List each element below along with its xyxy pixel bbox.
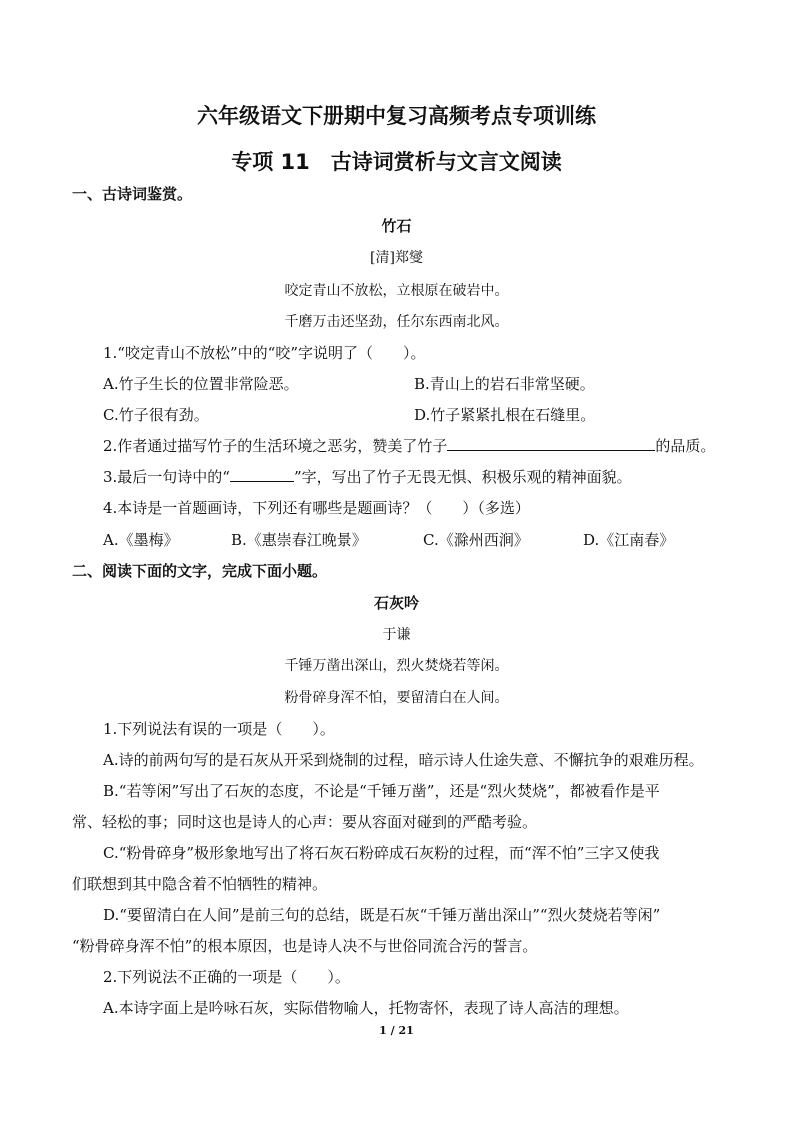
s2-q1-option-a: A.诗的前两句写的是石灰从开采到烧制的过程，暗示诗人仕途失意、不懈抗争的艰难历程。 xyxy=(103,751,704,769)
answer-blank[interactable] xyxy=(447,436,655,451)
s1-q2-text-post: 的品质。 xyxy=(655,437,716,455)
poem2-title: 石灰吟 xyxy=(373,594,419,612)
s1-question-1: 1.“咬定青山不放松”中的“咬”字说明了（ ）。 xyxy=(103,344,426,362)
section2-heading: 二、阅读下面的文字，完成下面小题。 xyxy=(72,562,328,580)
s2-q1-option-b-line2: 常、轻松的事；同时这也是诗人的心声：要从容面对碰到的严酷考验。 xyxy=(72,813,538,831)
s1-q4-option-c: C.《滁州西涧》 xyxy=(423,531,529,549)
poem2-line-1: 千锤万凿出深山，烈火焚烧若等闲。 xyxy=(284,658,509,674)
document-subtitle: 专项 11 古诗词赏析与文言文阅读 xyxy=(231,150,562,174)
poem1-line-1: 咬定青山不放松，立根原在破岩中。 xyxy=(284,283,509,299)
s2-q2-option-a: A.本诗字面上是吟咏石灰，实际借物喻人，托物寄怀，表现了诗人高洁的理想。 xyxy=(103,999,629,1017)
s1-q1-option-a: A.竹子生长的位置非常险恶。 xyxy=(103,375,299,393)
s2-q1-option-c-line2: 们联想到其中隐含着不怕牺牲的精神。 xyxy=(72,875,328,893)
poem1-title: 竹石 xyxy=(381,217,412,235)
poem2-author: 于谦 xyxy=(382,627,411,643)
s1-q3-text-pre: 3.最后一句诗中的“ xyxy=(103,468,230,486)
s2-question-2: 2.下列说法不正确的一项是（ ）。 xyxy=(103,968,350,986)
page-number: 1 / 21 xyxy=(379,1024,414,1037)
s1-q4-option-d: D.《江南春》 xyxy=(583,531,675,549)
s2-q1-option-d-line1: D.“要留清白在人间”是前三句的总结，既是石灰“千锤万凿出深山”“烈火焚烧若等闲” xyxy=(103,906,661,924)
s2-q1-option-b-line1: B.“若等闲”写出了石灰的态度，不论是“千锤万凿”，还是“烈火焚烧”，都被看作是平 xyxy=(103,782,660,800)
s1-q1-option-b: B.青山上的岩石非常坚硬。 xyxy=(414,375,595,393)
s2-q1-option-d-line2: “粉骨碎身浑不怕”的根本原因，也是诗人决不与世俗同流合污的誓言。 xyxy=(72,937,538,955)
s1-question-3 xyxy=(103,467,632,487)
s1-q4-option-a: A.《墨梅》 xyxy=(103,531,179,549)
poem1-line-2: 千磨万击还坚劲，任尔东西南北风。 xyxy=(284,314,509,330)
s1-question-4: 4.本诗是一首题画诗，下列还有哪些是题画诗？（ ）（多选） xyxy=(103,499,530,517)
s1-q3-text-post: ”字，写出了竹子无畏无惧、积极乐观的精神面貌。 xyxy=(293,468,632,486)
s1-q2-text-pre: 2.作者通过描写竹子的生活环境之恶劣，赞美了竹子 xyxy=(103,437,448,455)
poem2-line-2: 粉骨碎身浑不怕，要留清白在人间。 xyxy=(284,690,509,706)
poem1-author: [清]郑燮 xyxy=(370,250,423,266)
s2-q1-option-c-line1: C.“粉骨碎身”极形象地写出了将石灰石粉碎成石灰粉的过程，而“浑不怕”三字又使我 xyxy=(103,844,660,862)
s1-q4-option-b: B.《惠崇春江晚景》 xyxy=(231,531,367,549)
section1-heading: 一、古诗词鉴赏。 xyxy=(72,185,193,203)
s1-q1-option-d: D.竹子紧紧扎根在石缝里。 xyxy=(414,406,596,424)
s1-question-2 xyxy=(103,436,715,456)
s2-question-1: 1.下列说法有误的一项是（ ）。 xyxy=(103,720,335,738)
document-title: 六年级语文下册期中复习高频考点专项训练 xyxy=(197,104,596,128)
s1-q1-option-c: C.竹子很有劲。 xyxy=(103,406,209,424)
answer-blank[interactable] xyxy=(230,467,294,482)
